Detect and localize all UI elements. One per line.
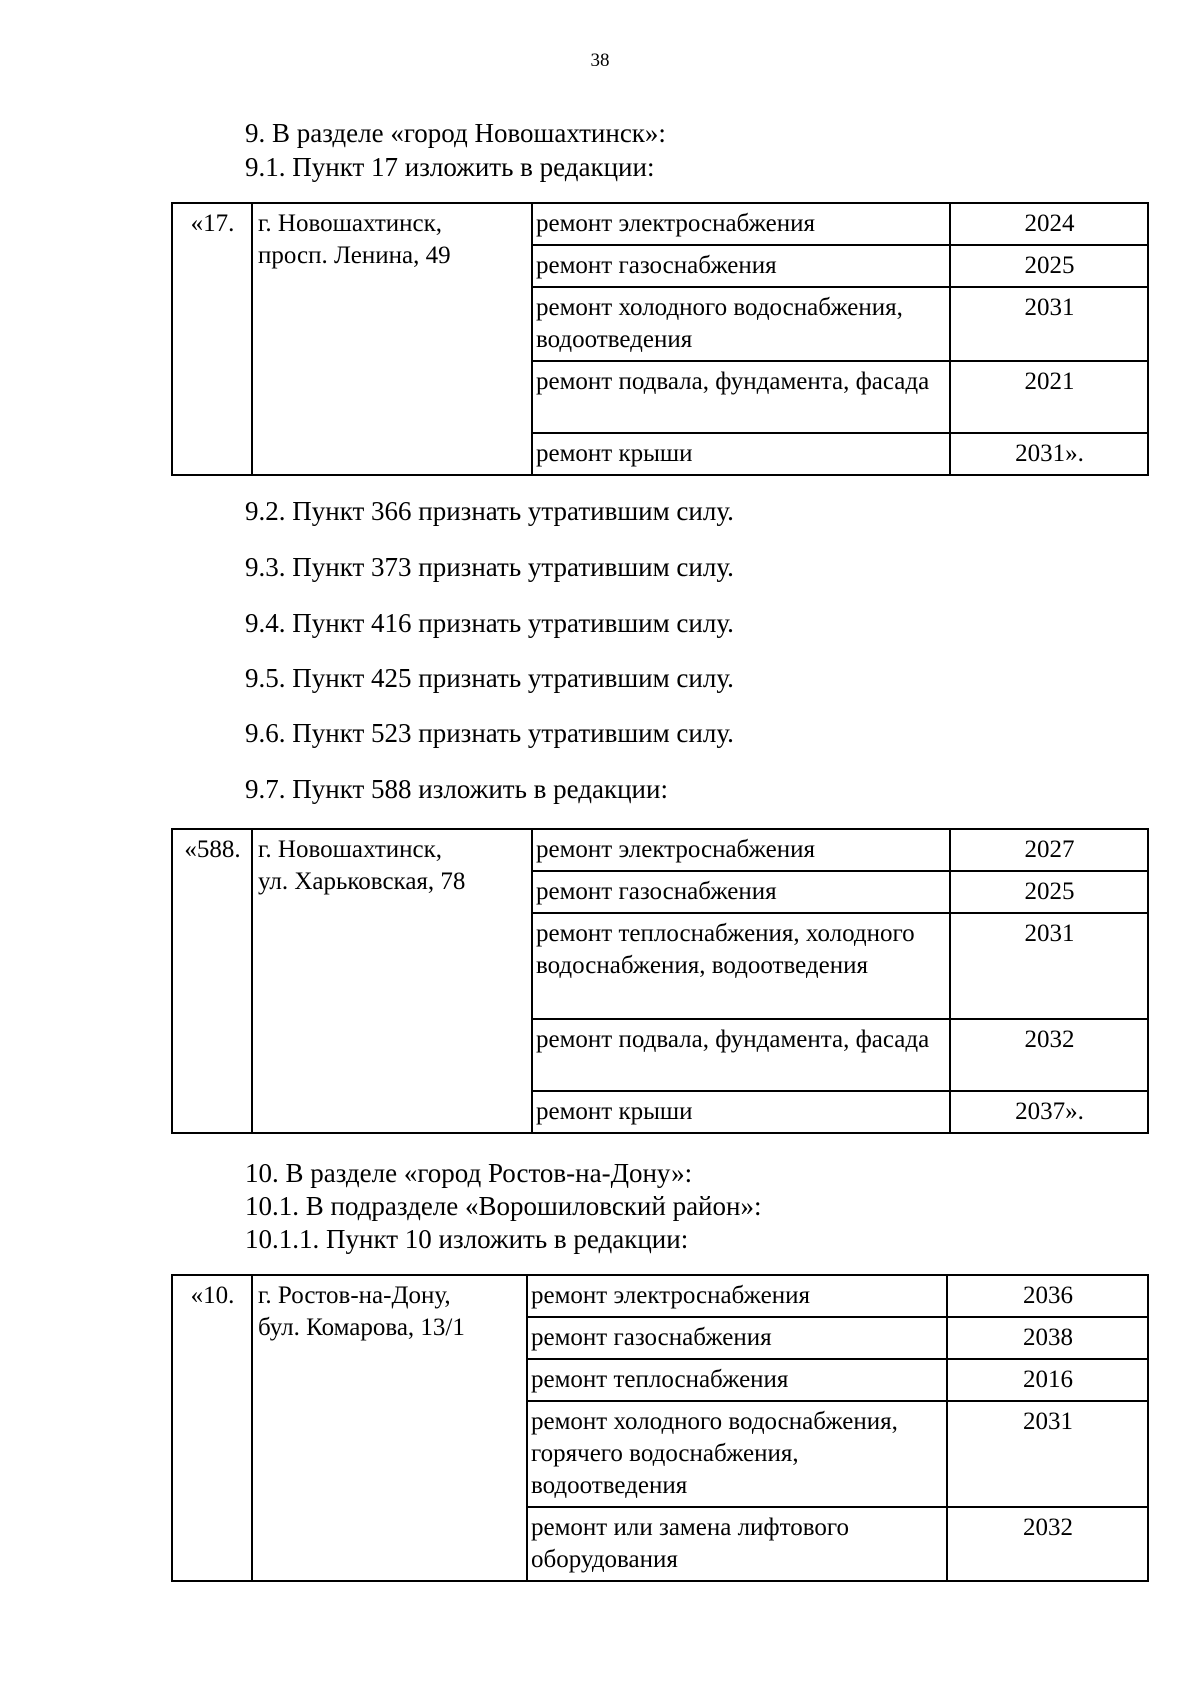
address-line: г. Новошахтинск, xyxy=(258,210,443,237)
work-cell: ремонт газоснабжения xyxy=(527,1317,947,1359)
item-number: «17. xyxy=(172,203,252,475)
work-cell: ремонт подвала, фундамента, фасада xyxy=(532,1019,950,1091)
work-cell: ремонт электроснабжения xyxy=(527,1275,947,1317)
work-cell: ремонт электроснабжения xyxy=(532,829,950,871)
item-10-1: 10.1. В подразделе «Ворошиловский район»: xyxy=(245,1191,762,1221)
item-9-1: 9.1. Пункт 17 изложить в редакции: xyxy=(245,152,655,182)
year-cell: 2031». xyxy=(950,433,1148,475)
address-line: бул. Комарова, 13/1 xyxy=(258,1314,465,1341)
work-cell: ремонт теплоснабжения, холодного водоснабжения, водоотведения xyxy=(532,913,950,1019)
year-cell: 2038 xyxy=(947,1317,1148,1359)
year-cell: 2032 xyxy=(950,1019,1148,1091)
work-cell: ремонт газоснабжения xyxy=(532,871,950,913)
item-10-1-1: 10.1.1. Пункт 10 изложить в редакции: xyxy=(245,1224,689,1254)
year-cell: 2024 xyxy=(950,203,1148,245)
table-row xyxy=(172,203,1148,245)
item-9-2: 9.2. Пункт 366 признать утратившим силу. xyxy=(245,496,734,526)
year-cell: 2025 xyxy=(950,871,1148,913)
year-cell: 2037». xyxy=(950,1091,1148,1133)
work-cell: ремонт электроснабжения xyxy=(532,203,950,245)
work-cell: ремонт холодного водоснабжения, водоотведения xyxy=(532,287,950,361)
work-cell: ремонт крыши xyxy=(532,1091,950,1133)
year-cell: 2031 xyxy=(947,1401,1148,1507)
address-cell xyxy=(252,203,532,475)
year-cell: 2032 xyxy=(947,1507,1148,1581)
section-9-heading: 9. В разделе «город Новошахтинск»: xyxy=(245,118,666,148)
item-9-3: 9.3. Пункт 373 признать утратившим силу. xyxy=(245,552,734,582)
address-cell xyxy=(252,829,532,1133)
year-cell: 2031 xyxy=(950,913,1148,1019)
work-cell: ремонт или замена лифтового оборудования xyxy=(527,1507,947,1581)
table-row xyxy=(172,1275,1148,1317)
address-cell xyxy=(252,1275,527,1581)
item-9-6: 9.6. Пункт 523 признать утратившим силу. xyxy=(245,718,734,748)
year-cell: 2016 xyxy=(947,1359,1148,1401)
section-10-heading: 10. В разделе «город Ростов-на-Дону»: xyxy=(245,1158,693,1188)
page-number: 38 xyxy=(590,50,610,71)
table-row xyxy=(172,829,1148,871)
item-9-7: 9.7. Пункт 588 изложить в редакции: xyxy=(245,774,668,804)
year-cell: 2031 xyxy=(950,287,1148,361)
item-9-4: 9.4. Пункт 416 признать утратившим силу. xyxy=(245,608,734,638)
year-cell: 2036 xyxy=(947,1275,1148,1317)
work-cell: ремонт крыши xyxy=(532,433,950,475)
year-cell: 2021 xyxy=(950,361,1148,433)
address-line: просп. Ленина, 49 xyxy=(258,242,451,269)
address-line: ул. Харьковская, 78 xyxy=(258,868,466,895)
address-line: г. Ростов-на-Дону, xyxy=(258,1282,451,1309)
work-cell: ремонт теплоснабжения xyxy=(527,1359,947,1401)
year-cell: 2027 xyxy=(950,829,1148,871)
address-line: г. Новошахтинск, xyxy=(258,836,443,863)
item-9-5: 9.5. Пункт 425 признать утратившим силу. xyxy=(245,663,734,693)
table-item-17 xyxy=(171,202,1149,476)
table-item-10 xyxy=(171,1274,1149,1582)
work-cell: ремонт подвала, фундамента, фасада xyxy=(532,361,950,433)
table-item-588 xyxy=(171,828,1149,1134)
year-cell: 2025 xyxy=(950,245,1148,287)
work-cell: ремонт холодного водоснабжения, горячего водоснабжения, водоотведения xyxy=(527,1401,947,1507)
item-number: «10. xyxy=(172,1275,252,1581)
item-number: «588. xyxy=(172,829,252,1133)
work-cell: ремонт газоснабжения xyxy=(532,245,950,287)
